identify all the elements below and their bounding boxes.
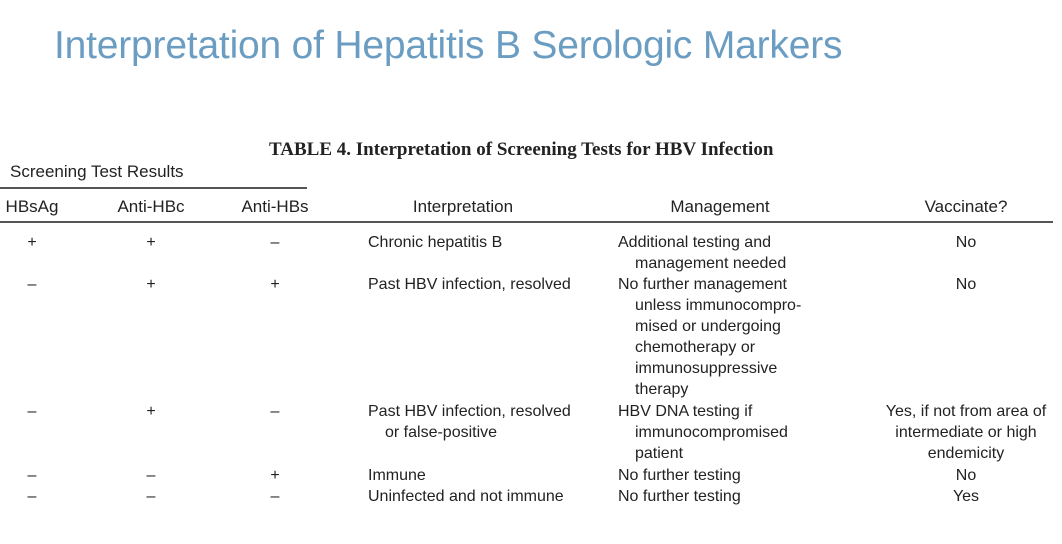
cell-vaccinate-line: No [955, 276, 977, 293]
cell-anti-hbc: – [146, 467, 156, 484]
cell-hbsag: + [27, 234, 37, 251]
cell-management-line: Additional testing and [618, 234, 771, 251]
cell-management-line: patient [635, 445, 684, 462]
cell-management-line: immunosuppressive [635, 360, 778, 377]
cell-management [618, 401, 788, 464]
cell-interpretation [368, 274, 571, 295]
cell-vaccinate [953, 486, 979, 507]
cell-management [618, 232, 786, 274]
cell-interpretation-line: Past HBV infection, resolved [368, 403, 571, 420]
cell-management-line: No further management [618, 276, 787, 293]
cell-hbsag: – [27, 276, 37, 293]
cell-management-line: mised or undergoing [635, 318, 781, 335]
group-header: Screening Test Results [10, 162, 184, 181]
cell-management-line: immunocompromised [635, 424, 788, 441]
cell-hbsag: – [27, 467, 37, 484]
cell-interpretation-line: Uninfected and not immune [368, 488, 564, 505]
header-vaccinate: Vaccinate? [924, 197, 1008, 216]
cell-vaccinate-line: No [955, 234, 977, 251]
cell-management [618, 274, 801, 400]
cell-management-line: management needed [635, 255, 787, 272]
cell-hbsag: – [27, 488, 37, 505]
cell-vaccinate [956, 232, 976, 253]
cell-interpretation-line: Immune [368, 467, 426, 484]
cell-anti-hbs: + [270, 276, 280, 293]
header-anti-hbc: Anti-HBc [117, 197, 185, 216]
cell-vaccinate-line: Yes, if not from area of [885, 403, 1047, 420]
cell-hbsag: – [27, 403, 37, 420]
cell-management-line: unless immunocompro- [635, 297, 802, 314]
cell-anti-hbc: – [146, 488, 156, 505]
cell-vaccinate-line: intermediate or high [895, 424, 1037, 441]
cell-anti-hbc: + [146, 234, 156, 251]
table-caption: TABLE 4. Interpretation of Screening Tests for HBV Infection [269, 139, 774, 160]
group-divider [0, 187, 307, 189]
cell-interpretation-line: Chronic hepatitis B [368, 234, 503, 251]
cell-anti-hbs: – [270, 234, 280, 251]
header-management: Management [670, 197, 770, 216]
cell-vaccinate-line: Yes [952, 488, 980, 505]
cell-interpretation-line: Past HBV infection, resolved [368, 276, 571, 293]
cell-interpretation [368, 232, 502, 253]
cell-management-line: HBV DNA testing if [618, 403, 753, 420]
cell-interpretation [368, 486, 564, 507]
header-interpretation: Interpretation [412, 197, 514, 216]
cell-interpretation [368, 465, 426, 486]
cell-interpretation-line: or false-positive [385, 424, 498, 441]
cell-management-line: chemotherapy or [635, 339, 756, 356]
cell-vaccinate-line: endemicity [927, 445, 1005, 462]
cell-vaccinate [886, 401, 1046, 464]
cell-anti-hbs: – [270, 488, 280, 505]
cell-anti-hbc: + [146, 276, 156, 293]
header-anti-hbs: Anti-HBs [241, 197, 309, 216]
cell-management [618, 465, 741, 486]
cell-anti-hbs: – [270, 403, 280, 420]
cell-interpretation [368, 401, 571, 443]
cell-management-line: No further testing [618, 488, 741, 505]
cell-anti-hbc: + [146, 403, 156, 420]
cell-management [618, 486, 741, 507]
cell-vaccinate-line: No [955, 467, 977, 484]
cell-vaccinate [956, 465, 976, 486]
header-divider [0, 221, 1053, 223]
cell-management-line: therapy [635, 381, 689, 398]
cell-vaccinate [956, 274, 976, 295]
slide-title: Interpretation of Hepatitis B Serologic Markers [54, 24, 843, 67]
header-hbsag: HBsAg [5, 197, 59, 216]
cell-management-line: No further testing [618, 467, 741, 484]
cell-anti-hbs: + [270, 467, 280, 484]
